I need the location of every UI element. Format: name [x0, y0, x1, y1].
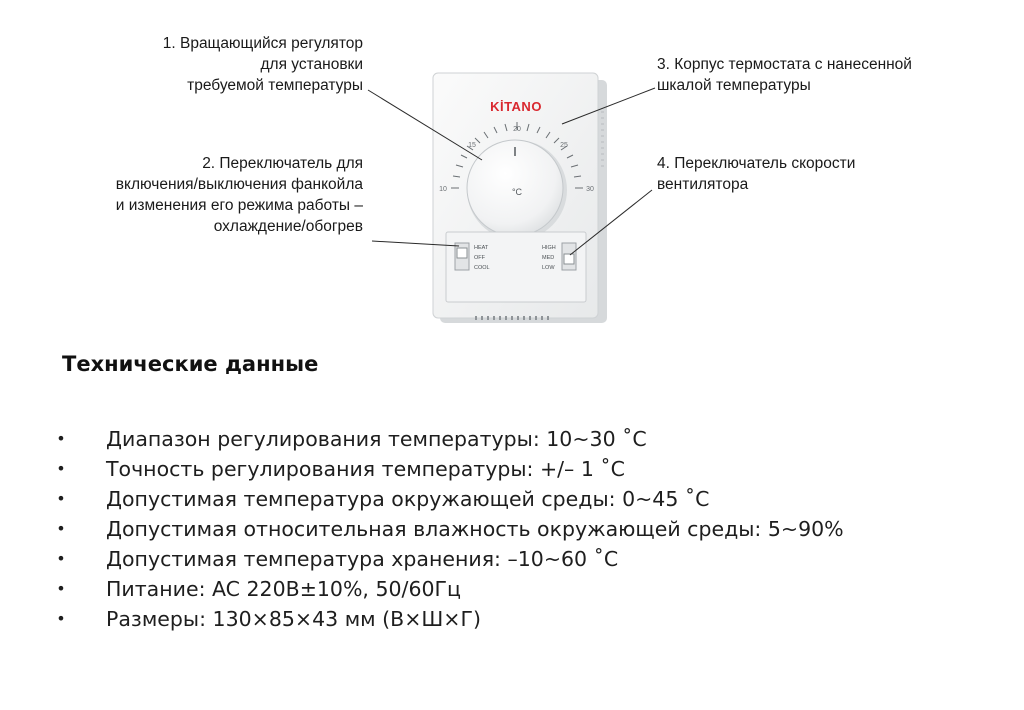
- scale-label: 30: [586, 186, 594, 193]
- mode-label: OFF: [474, 255, 485, 261]
- spec-text: Допустимая относительная влажность окружающей среды: 5~90%: [106, 517, 844, 541]
- mode-label: HEAT: [474, 245, 489, 251]
- fan-switch-labels: [542, 245, 556, 271]
- callout-line: включения/выключения фанкойла: [115, 176, 363, 193]
- callout-line: 3. Корпус термостата с нанесенной: [657, 56, 912, 73]
- spec-text: Точность регулирования температуры: +/– 1 ˚С: [106, 457, 625, 481]
- spec-text: Питание: AC 220В±10%, 50/60Гц: [106, 577, 461, 601]
- scale-label: 25: [560, 142, 568, 149]
- callout-line: шкалой температуры: [657, 77, 811, 94]
- callout-line: и изменения его режима работы –: [115, 197, 363, 214]
- callout-line: вентилятора: [657, 176, 749, 193]
- bullet-icon: •: [56, 489, 66, 508]
- scale-label: 20: [513, 126, 521, 133]
- callout-line: для установки: [260, 56, 363, 73]
- fan-label: MED: [542, 255, 555, 261]
- bullet-icon: •: [56, 459, 66, 478]
- thermostat-illustration: [0, 0, 1024, 340]
- callout-line: охлаждение/обогрев: [213, 218, 363, 235]
- bullet-icon: •: [56, 609, 66, 628]
- fan-label: LOW: [542, 265, 555, 271]
- bullet-icon: •: [56, 549, 66, 568]
- scale-label: 15: [468, 142, 476, 149]
- bullet-icon: •: [56, 579, 66, 598]
- spec-text: Допустимая температура хранения: –10~60 ˚С: [106, 547, 619, 571]
- scale-label: 10: [439, 186, 447, 193]
- callout-line: 4. Переключатель скорости: [657, 155, 856, 172]
- brand-logo: KİTANO: [490, 99, 542, 114]
- spec-text: Допустимая температура окружающей среды: 0~45 ˚С: [106, 487, 710, 511]
- callout-line: 2. Переключатель для: [202, 155, 363, 172]
- spec-text: Диапазон регулирования температуры: 10~30 ˚С: [106, 427, 647, 451]
- fan-label: HIGH: [542, 245, 556, 251]
- fan-switch-knob[interactable]: [564, 254, 574, 264]
- mode-label: COOL: [474, 265, 490, 271]
- bullet-icon: •: [56, 429, 66, 448]
- spec-text: Размеры: 130×85×43 мм (В×Ш×Г): [106, 607, 481, 631]
- callout-line: требуемой температуры: [187, 77, 363, 94]
- specs-title: Технические данные: [62, 352, 319, 376]
- mode-switch-knob[interactable]: [457, 248, 467, 258]
- bullet-icon: •: [56, 519, 66, 538]
- callout-line: 1. Вращающийся регулятор: [162, 35, 363, 52]
- dial-unit-label: °C: [511, 187, 523, 197]
